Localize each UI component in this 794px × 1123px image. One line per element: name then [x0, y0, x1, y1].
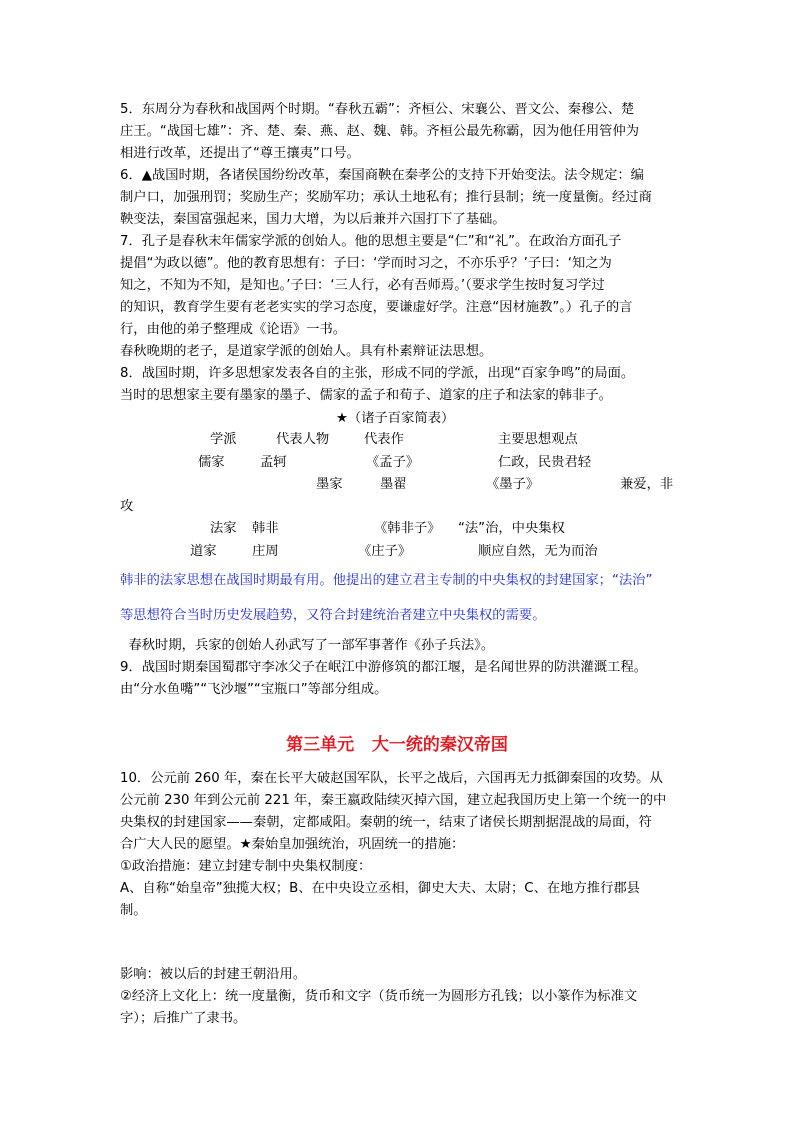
para-6-line-2: 制户口，加强刑罚；奖励生产；奖励军功；承认土地私有；推行县制；统一度量衡。经过商 [120, 190, 652, 205]
para-7-line-4: 的知识，教育学生要有老老实实的学习态度，要谦虚好学。注意“因材施教”。）孔子的言 [120, 300, 633, 315]
measures-abc-line-1: A、自称“始皇帝”独揽大权；B、在中央设立丞相，御史大夫、太尉；C、在地方推行郡县 [120, 881, 640, 896]
table-row-mo-ideas: 兼爱，非 [620, 477, 674, 492]
table-row-ru-work: 《孟子》 [366, 455, 420, 470]
table-row-fa-work: 《韩非子》 [374, 521, 441, 536]
table-row-ru-school: 儒家 [198, 455, 225, 470]
table-title: ★（诸子百家简表） [336, 411, 455, 426]
economic-line-2: 字）；后推广了隶书。 [120, 1011, 247, 1026]
economic-line-1: ②经济上文化上：统一度量衡，货币和文字（货币统一为圆形方孔钱；以小篆作为标准文 [120, 989, 638, 1004]
para-8-line-1: 8．战国时期，许多思想家发表各自的主张，形成不同的学派，出现“百家争鸣”的局面。 [120, 366, 635, 381]
table-row-fa-ideas: “法”治，中央集权 [458, 521, 565, 536]
para-6-line-3: 鞅变法，秦国富强起来，国力大增，为以后兼并六国打下了基础。 [120, 212, 506, 227]
table-header-ideas: 主要思想观点 [498, 432, 578, 447]
para-8-line-2: 当时的思想家主要有墨家的墨子、儒家的孟子和荀子、道家的庄子和法家的韩非子。 [120, 388, 612, 403]
table-row-mo-school: 墨家 [316, 477, 343, 492]
hanfei-note-line-2: 等思想符合当时历史发展趋势，又符合封建统治者建立中央集权的需要。 [120, 608, 546, 623]
unit-heading: 第三单元 大一统的秦汉帝国 [286, 735, 508, 755]
para-7-line-3: 知之，不知为不知，是知也。’子曰：‘三人行，必有吾师焉。’（要求学生按时复习学过 [120, 278, 605, 293]
sunwu-line: 春秋时期，兵家的创始人孙武写了一部军事著作《孙子兵法》。 [120, 638, 495, 653]
table-header-work: 代表作 [364, 432, 404, 447]
para-5-line-3: 相进行改革，还提出了“尊王攘夷”口号。 [120, 146, 360, 161]
table-row-mo-overflow: 攻 [120, 499, 134, 514]
hanfei-note-line-1: 韩非的法家思想在战国时期最有用。他提出的建立君主专制的中央集权的封建国家；“法治” [120, 573, 653, 588]
para-9-line-1: 9．战国时期秦国蜀郡守李冰父子在岷江中游修筑的都江堰，是名闻世界的防洪灌溉工程。 [120, 660, 648, 675]
table-row-mo-work: 《墨子》 [486, 477, 540, 492]
para-7-line-1: 7．孔子是春秋末年儒家学派的创始人。他的思想主要是“仁”和“礼”。在政治方面孔子 [120, 234, 622, 249]
para-10-line-3: 央集权的封建国家——秦朝，定都咸阳。秦朝的统一，结束了诸侯长期割据混战的局面，符 [120, 815, 652, 830]
table-row-dao-school: 道家 [190, 544, 217, 559]
para-10-line-1: 10．公元前 260 年，秦在长平大破赵国军队，长平之战后，六国再无力抵御秦国的攻势。从 [120, 771, 663, 786]
laozi-line: 春秋晚期的老子，是道家学派的创始人。具有朴素辩证法思想。 [120, 344, 493, 359]
table-header-school: 学派 [210, 432, 237, 447]
table-row-ru-person: 孟轲 [260, 455, 287, 470]
table-row-mo-person: 墨翟 [380, 477, 407, 492]
para-10-line-2: 公元前 230 年到公元前 221 年，秦王嬴政陆续灭掉六国，建立起我国历史上第一个统一的中 [120, 793, 667, 808]
table-row-dao-work: 《庄子》 [358, 544, 412, 559]
para-6-line-1: 6．▲战国时期，各诸侯国纷纷改革，秦国商鞅在秦孝公的支持下开始变法。法令规定：编 [120, 168, 644, 183]
table-row-fa-school: 法家 [210, 521, 237, 536]
para-5-line-2: 庄王。“战国七雄”：齐、楚、秦、燕、赵、魏、韩。齐桓公最先称霸，因为他任用管仲为 [120, 124, 640, 139]
para-5-line-1: 5．东周分为春秋和战国两个时期。“春秋五霸”：齐桓公、宋襄公、晋文公、秦穆公、楚 [120, 102, 635, 117]
para-7-line-2: 提倡“为政以德”。他的教育思想有：子曰：‘学而时习之，不亦乐乎？’子曰：‘知之为 [120, 256, 612, 271]
influence-line: 影响：被以后的封建王朝沿用。 [120, 967, 307, 982]
table-row-ru-ideas: 仁政，民贵君轻 [498, 455, 592, 470]
table-row-dao-person: 庄周 [252, 544, 279, 559]
table-row-dao-ideas: 顺应自然，无为而治 [478, 544, 598, 559]
measures-abc-line-2: 制。 [120, 903, 147, 918]
para-9-line-2: 由“分水鱼嘴”“飞沙堰”“宝瓶口”等部分组成。 [120, 682, 388, 697]
table-header-person: 代表人物 [276, 432, 330, 447]
para-7-line-5: 行，由他的弟子整理成《论语》一书。 [120, 322, 347, 337]
political-measures-line: ①政治措施：建立封建专制中央集权制度： [120, 859, 372, 874]
para-10-line-4: 合广大人民的愿望。★秦始皇加强统治，巩固统一的措施： [120, 837, 465, 852]
table-row-fa-person: 韩非 [252, 521, 279, 536]
